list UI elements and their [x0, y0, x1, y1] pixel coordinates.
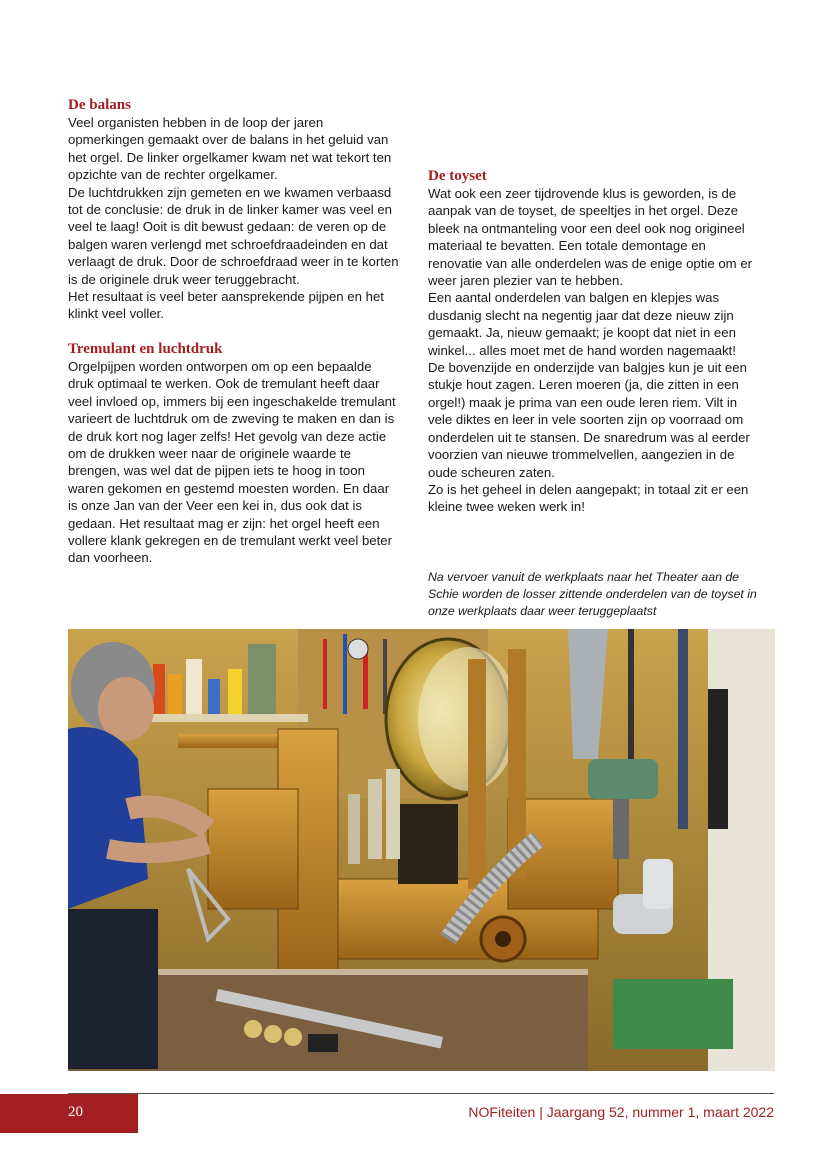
page-number: 20: [68, 1104, 83, 1120]
paragraph: Orgelpijpen worden ontworpen om op een bepaalde druk optimaal te werken. Ook de tremulant heeft daar veel invloed op, immers bij een ingeschakelde tremulant varieert de luchtdruk om de zweving te maken en dan is de druk kort nog lager zelfs! Het gevolg van deze actie om de drukken weer naar de originele waarde te brengen, was wel dat de pijpen iets te hoog in toon waren gekomen en gestemd moesten worden. En daar is onze Jan van der Veer een kei in, dus ook dat is gedaan. Het resultaat mag er zijn: het orgel heeft een vollere klank gekregen en de tremulant werkt veel beter dan voorheen.: [68, 358, 396, 566]
footer-rule: [68, 1093, 774, 1094]
heading-de-balans: De balans: [68, 97, 131, 113]
footer-publication: NOFiteiten | Jaargang 52, nummer 1, maart 2022: [468, 1104, 774, 1120]
paragraph: De bovenzijde en onderzijde van balgjes kun je uit een stukje hout zagen. Leren moeren (ja, die zitten in een orgel!) maak je prima van een oude leren riem. Vilt in vele diktes en leer in vele soorten zijn op voorraad om onderdelen uit te stansen. De snaredrum was al eerder voorzien van nieuwe trommelvellen, aangezien in de oude scheuren zaten.: [428, 360, 750, 480]
heading-tremulant-en-luchtdruk: Tremulant en luchtdruk: [68, 340, 223, 357]
paragraph: Het resultaat is veel beter aansprekende pijpen en het klinkt veel voller.: [68, 289, 384, 322]
paragraph: Zo is het geheel in delen aangepakt; in totaal zit er een kleine twee weken werk in!: [428, 481, 749, 515]
paragraph: Wat ook een zeer tijdrovende klus is geworden, is de aanpak van de toyset, de speeltjes in het orgel. Deze bleek na ontmanteling voor een deel ook nog origineel materiaal te bevatten. Een totale demontage en renovatie van alle onderdelen was de enige optie om er weer jaren plezier van te hebben.: [428, 186, 753, 289]
right-column: [428, 167, 763, 516]
photo-caption: Na vervoer vanuit de werkplaats naar het Theater aan de Schie worden de losser zittende onderdelen van de toyset in onze werkplaats daar weer teruggeplaatst: [428, 570, 757, 618]
left-column: [68, 96, 400, 567]
heading-de-toyset: De toyset: [428, 168, 487, 184]
paragraph: De luchtdrukken zijn gemeten en we kwamen verbaasd tot de conclusie: de druk in de linker kamer was veel en veel te laag! Ooit is dit bewust gedaan: de veren op de balgen waren verlengd met schroefdraadeinden en dat verlaagt de druk. Door de schroefdraad weer in te korten is de originele druk weer teruggebracht.: [68, 184, 399, 287]
paragraph: Veel organisten hebben in de loop der jaren opmerkingen gemaakt over de balans in het geluid van het orgel. De linker orgelkamer kwam net wat tekort ten opzichte van de rechter orgelkamer.: [68, 115, 392, 183]
workshop-photo: [68, 629, 775, 1071]
paragraph: Een aantal onderdelen van balgen en klepjes was dusdanig slecht na negentig jaar dat deze nieuw zijn gemaakt. Ja, nieuw gemaakt; je koopt dat niet in een winkel... alles moet met de hand worden nagemaakt!: [428, 290, 736, 358]
